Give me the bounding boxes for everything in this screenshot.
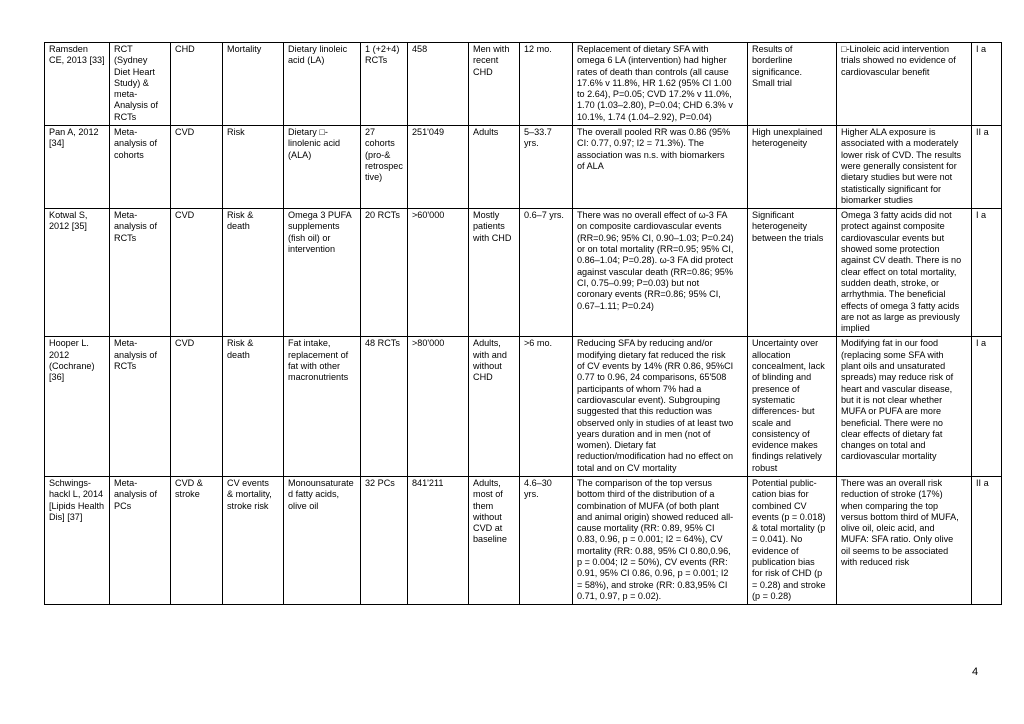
cell-grade: I a	[972, 209, 1002, 337]
cell-endpoint: CV events & mortality, stroke risk	[223, 476, 284, 604]
cell-study: Pan A, 2012 [34]	[45, 126, 110, 209]
cell-conclusion: □-Linoleic acid intervention trials showed no evidence of cardiovascular benefit	[837, 43, 972, 126]
cell-population: Adults	[469, 126, 520, 209]
cell-intervention: Dietary linoleic acid (LA)	[284, 43, 361, 126]
cell-population: Mostly patients with CHD	[469, 209, 520, 337]
cell-limitations: Results of borderline significance. Small trial	[748, 43, 837, 126]
cell-design: Meta- analysis of PCs	[110, 476, 171, 604]
cell-outcome: CVD	[171, 126, 223, 209]
table-row	[45, 43, 1002, 126]
cell-n-participants: 458	[408, 43, 469, 126]
table-row	[45, 476, 1002, 604]
cell-study: Schwings- hackl L, 2014 [Lipids Health Dis] [37]	[45, 476, 110, 604]
cell-duration: 12 mo.	[520, 43, 573, 126]
cell-design: RCT (Sydney Diet Heart Study) & meta- Analysis of RCTs	[110, 43, 171, 126]
cell-results: Replacement of dietary SFA with omega 6 LA (intervention) had higher rates of death than controls (all cause 17.6% v 11.8%, HR 1.62 (95% CI 1.00 to 2.64), P=0.05; CVD 17.2% v 11.0%, 1.70 (1.03–2.80), P=0.04; CHD 6.3% v 10.1%, 1.74 (1.04–2.92), P=0.04)	[573, 43, 748, 126]
evidence-table	[44, 42, 1002, 605]
table-row	[45, 126, 1002, 209]
cell-n-studies: 48 RCTs	[361, 337, 408, 477]
cell-n-studies: 27 cohorts (pro-& retrospec tive)	[361, 126, 408, 209]
page-number: 4	[972, 666, 979, 678]
cell-design: Meta- analysis of RCTs	[110, 209, 171, 337]
cell-duration: 0.6–7 yrs.	[520, 209, 573, 337]
cell-endpoint: Risk & death	[223, 337, 284, 477]
cell-endpoint: Risk	[223, 126, 284, 209]
cell-limitations: High unexplained heterogeneity	[748, 126, 837, 209]
cell-grade: I a	[972, 337, 1002, 477]
cell-grade: II a	[972, 126, 1002, 209]
cell-study: Hooper L. 2012 (Cochrane) [36]	[45, 337, 110, 477]
cell-n-studies: 1 (+2+4) RCTs	[361, 43, 408, 126]
cell-endpoint: Mortality	[223, 43, 284, 126]
cell-results: Reducing SFA by reducing and/or modifying dietary fat reduced the risk of CV events by 14% (RR 0.86, 95%CI 0.77 to 0.96, 24 comparisons, 65'508 participants of whom 7% had a cardiovascular event). Subgrouping suggested that this reduction was observed only in studies of at least two years duration and in men (not of women). Dietary fat reduction/modification had no effect on total and on CV mortality	[573, 337, 748, 477]
cell-n-participants: 841'211	[408, 476, 469, 604]
cell-outcome: CHD	[171, 43, 223, 126]
cell-intervention: Dietary □- linolenic acid (ALA)	[284, 126, 361, 209]
cell-duration: 4.6–30 yrs.	[520, 476, 573, 604]
cell-conclusion: There was an overall risk reduction of stroke (17%) when comparing the top versus bottom third of MUFA, olive oil, oleic acid, and MUFA: SFA ratio. Only olive oil seems to be associated with reduced risk	[837, 476, 972, 604]
cell-n-studies: 20 RCTs	[361, 209, 408, 337]
cell-conclusion: Higher ALA exposure is associated with a moderately lower risk of CVD. The results were generally consistent for dietary studies but were not statistically significant for biomarker studies	[837, 126, 972, 209]
cell-conclusion: Omega 3 fatty acids did not protect against composite cardiovascular events but showed some protection against CV death. There is no clear effect on total mortality, sudden death, stroke, or arrhythmia. The beneficial effects of omega 3 fatty acids are not as large as previously implied	[837, 209, 972, 337]
cell-n-participants: >60'000	[408, 209, 469, 337]
cell-outcome: CVD	[171, 209, 223, 337]
evidence-table-body	[45, 43, 1002, 605]
cell-intervention: Omega 3 PUFA supplements (fish oil) or intervention	[284, 209, 361, 337]
cell-limitations: Potential public- cation bias for combined CV events (p = 0.018) & total mortality (p = 0.041). No evidence of publication bias for risk of CHD (p = 0.28) and stroke (p = 0.28)	[748, 476, 837, 604]
cell-design: Meta- analysis of RCTs	[110, 337, 171, 477]
cell-results: The overall pooled RR was 0.86 (95% CI: 0.77, 0.97; I2 = 71.3%). The association was n.s. with biomarkers of ALA	[573, 126, 748, 209]
cell-duration: >6 mo.	[520, 337, 573, 477]
cell-conclusion: Modifying fat in our food (replacing some SFA with plant oils and unsaturated spreads) may reduce risk of heart and vascular disease, but it is not clear whether MUFA or PUFA are more beneficial. There were no clear effects of dietary fat changes on total and cardiovascular mortality	[837, 337, 972, 477]
cell-endpoint: Risk & death	[223, 209, 284, 337]
cell-n-participants: >80'000	[408, 337, 469, 477]
cell-limitations: Uncertainty over allocation concealment, lack of blinding and presence of systematic differences- but scale and consistency of evidence makes findings relatively robust	[748, 337, 837, 477]
cell-population: Adults, most of them without CVD at baseline	[469, 476, 520, 604]
cell-duration: 5–33.7 yrs.	[520, 126, 573, 209]
cell-grade: I a	[972, 43, 1002, 126]
table-row	[45, 209, 1002, 337]
cell-intervention: Fat intake, replacement of fat with other macronutrients	[284, 337, 361, 477]
cell-grade: II a	[972, 476, 1002, 604]
cell-population: Adults, with and without CHD	[469, 337, 520, 477]
cell-study: Ramsden CE, 2013 [33]	[45, 43, 110, 126]
cell-outcome: CVD & stroke	[171, 476, 223, 604]
cell-intervention: Monounsaturate d fatty acids, olive oil	[284, 476, 361, 604]
cell-outcome: CVD	[171, 337, 223, 477]
cell-limitations: Significant heterogeneity between the trials	[748, 209, 837, 337]
cell-n-studies: 32 PCs	[361, 476, 408, 604]
cell-population: Men with recent CHD	[469, 43, 520, 126]
cell-results: There was no overall effect of ω-3 FA on composite cardiovascular events (RR=0.96; 95% CI, 0.90–1.03; P=0.24) or on total mortality (RR=0.95; 95% CI, 0.86–1.04; P=0.28). ω-3 FA did protect against vascular death (RR=0.86; 95% CI, 0.75–0.99; P=0.03) but not coronary events (RR=0.86; 95% CI, 0.67–1.11; P=0.24)	[573, 209, 748, 337]
cell-study: Kotwal S, 2012 [35]	[45, 209, 110, 337]
cell-design: Meta- analysis of cohorts	[110, 126, 171, 209]
table-row	[45, 337, 1002, 477]
cell-results: The comparison of the top versus bottom third of the distribution of a combination of MUFA (of both plant and animal origin) showed reduced all- cause mortality (RR: 0.89, 95% CI 0.83, 0.96, p = 0.001; I2 = 64%), CV mortality (RR: 0.88, 95% CI 0.80,0.96, p = 0.004; I2 = 50%), CV events (RR: 0.91, 95% CI 0.86, 0.96, p = 0.001; I2 = 58%), and stroke (RR: 0.83,95% CI 0.71, 0.97, p = 0.02).	[573, 476, 748, 604]
cell-n-participants: 251'049	[408, 126, 469, 209]
